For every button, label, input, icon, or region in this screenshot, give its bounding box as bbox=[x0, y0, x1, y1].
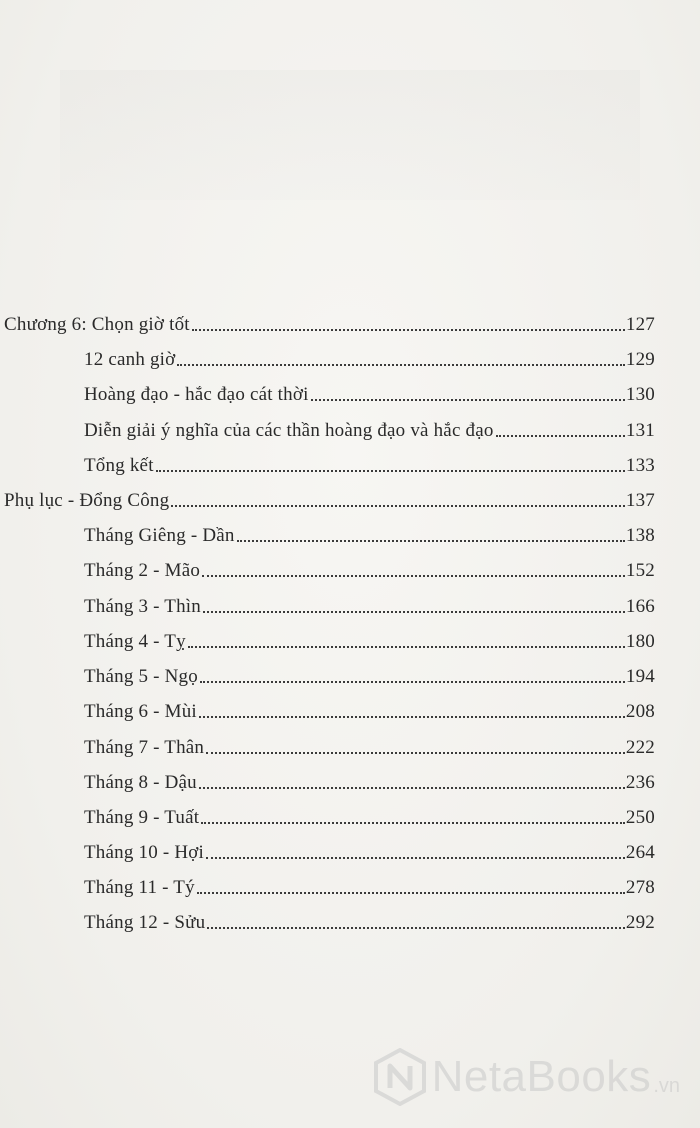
toc-entry-title: Tháng 8 - Dậu bbox=[84, 772, 197, 793]
toc-entry-page-number: 264 bbox=[625, 842, 655, 863]
toc-entry-title: Tháng 9 - Tuất bbox=[84, 807, 200, 828]
toc-dot-leader bbox=[200, 681, 625, 683]
watermark-brand: NetaBooks bbox=[431, 1052, 652, 1101]
toc-entry bbox=[84, 834, 655, 864]
toc-dot-leader bbox=[156, 470, 625, 472]
toc-entry-page-number: 250 bbox=[625, 807, 655, 828]
toc-dot-leader bbox=[496, 435, 625, 437]
toc-entry-title: Tháng 7 - Thân bbox=[84, 737, 205, 758]
toc-entry-page-number: 130 bbox=[625, 384, 655, 405]
toc-entry-title: Tổng kết bbox=[84, 455, 154, 476]
toc-dot-leader bbox=[171, 505, 625, 507]
toc-entry bbox=[84, 517, 655, 547]
toc-dot-leader bbox=[199, 787, 625, 789]
toc-entry-page-number: 129 bbox=[625, 349, 655, 370]
toc-entry-page-number: 166 bbox=[625, 596, 655, 617]
toc-dot-leader bbox=[206, 752, 625, 754]
toc-entry-title: 12 canh giờ bbox=[84, 349, 176, 370]
toc-entry-page-number: 236 bbox=[625, 772, 655, 793]
toc-entry-title: Tháng 2 - Mão bbox=[84, 560, 201, 581]
netabooks-logo-icon bbox=[374, 1048, 426, 1106]
toc-entry-title: Tháng 6 - Mùi bbox=[84, 701, 197, 722]
toc-entry-page-number: 180 bbox=[625, 631, 655, 652]
toc-entry bbox=[84, 552, 655, 582]
toc-dot-leader bbox=[197, 892, 625, 894]
toc-dot-leader bbox=[207, 927, 625, 929]
show-through-shadow bbox=[60, 70, 640, 200]
toc-dot-leader bbox=[188, 646, 625, 648]
toc-entry bbox=[84, 799, 655, 829]
toc-entry bbox=[84, 412, 655, 442]
toc-entry bbox=[84, 693, 655, 723]
toc-dot-leader bbox=[192, 329, 625, 331]
toc-entry-title: Phụ lục - Đổng Công bbox=[4, 490, 170, 511]
toc-entry bbox=[84, 904, 655, 934]
toc-dot-leader bbox=[237, 540, 625, 542]
toc-entry-page-number: 292 bbox=[625, 912, 655, 933]
toc-entry bbox=[84, 623, 655, 653]
toc-entry bbox=[84, 658, 655, 688]
toc-entry bbox=[84, 869, 655, 899]
toc-entry-page-number: 222 bbox=[625, 737, 655, 758]
toc-entry-title: Chương 6: Chọn giờ tốt bbox=[4, 314, 190, 335]
toc-dot-leader bbox=[202, 575, 625, 577]
toc-entry bbox=[84, 729, 655, 759]
toc-dot-leader bbox=[206, 857, 625, 859]
toc-entry-page-number: 131 bbox=[625, 420, 655, 441]
toc-entry-title: Tháng 4 - Tỵ bbox=[84, 631, 186, 652]
watermark bbox=[374, 1048, 680, 1106]
watermark-suffix: .vn bbox=[653, 1075, 680, 1097]
toc-entry-page-number: 137 bbox=[625, 490, 655, 511]
toc-entry-title: Tháng 11 - Tý bbox=[84, 877, 195, 898]
toc-entry bbox=[84, 588, 655, 618]
toc-entry bbox=[84, 341, 655, 371]
toc-entry-title: Tháng 10 - Hợi bbox=[84, 842, 204, 863]
toc-dot-leader bbox=[177, 364, 624, 366]
toc-entry-page-number: 194 bbox=[625, 666, 655, 687]
toc-entry-page-number: 127 bbox=[625, 314, 655, 335]
toc-entry-title: Tháng Giêng - Dần bbox=[84, 525, 235, 546]
toc-entry-page-number: 138 bbox=[625, 525, 655, 546]
toc-entry-title: Tháng 5 - Ngọ bbox=[84, 666, 198, 687]
toc-dot-leader bbox=[203, 611, 625, 613]
toc-entry bbox=[4, 482, 655, 512]
toc-entry-page-number: 152 bbox=[625, 560, 655, 581]
toc-dot-leader bbox=[311, 399, 625, 401]
toc-dot-leader bbox=[199, 716, 625, 718]
toc-entry bbox=[4, 306, 655, 336]
toc-entry-title: Tháng 12 - Sửu bbox=[84, 912, 206, 933]
toc-entry-title: Hoàng đạo - hắc đạo cát thời bbox=[84, 384, 309, 405]
toc-entry-page-number: 278 bbox=[625, 877, 655, 898]
toc-entry-page-number: 133 bbox=[625, 455, 655, 476]
toc-entry-page-number: 208 bbox=[625, 701, 655, 722]
toc-entry-title: Diễn giải ý nghĩa của các thần hoàng đạo và hắc đạo bbox=[84, 420, 494, 441]
toc-entry bbox=[84, 764, 655, 794]
toc-dot-leader bbox=[201, 822, 625, 824]
toc-entry bbox=[84, 447, 655, 477]
toc-entry-title: Tháng 3 - Thìn bbox=[84, 596, 201, 617]
toc-entry bbox=[84, 376, 655, 406]
